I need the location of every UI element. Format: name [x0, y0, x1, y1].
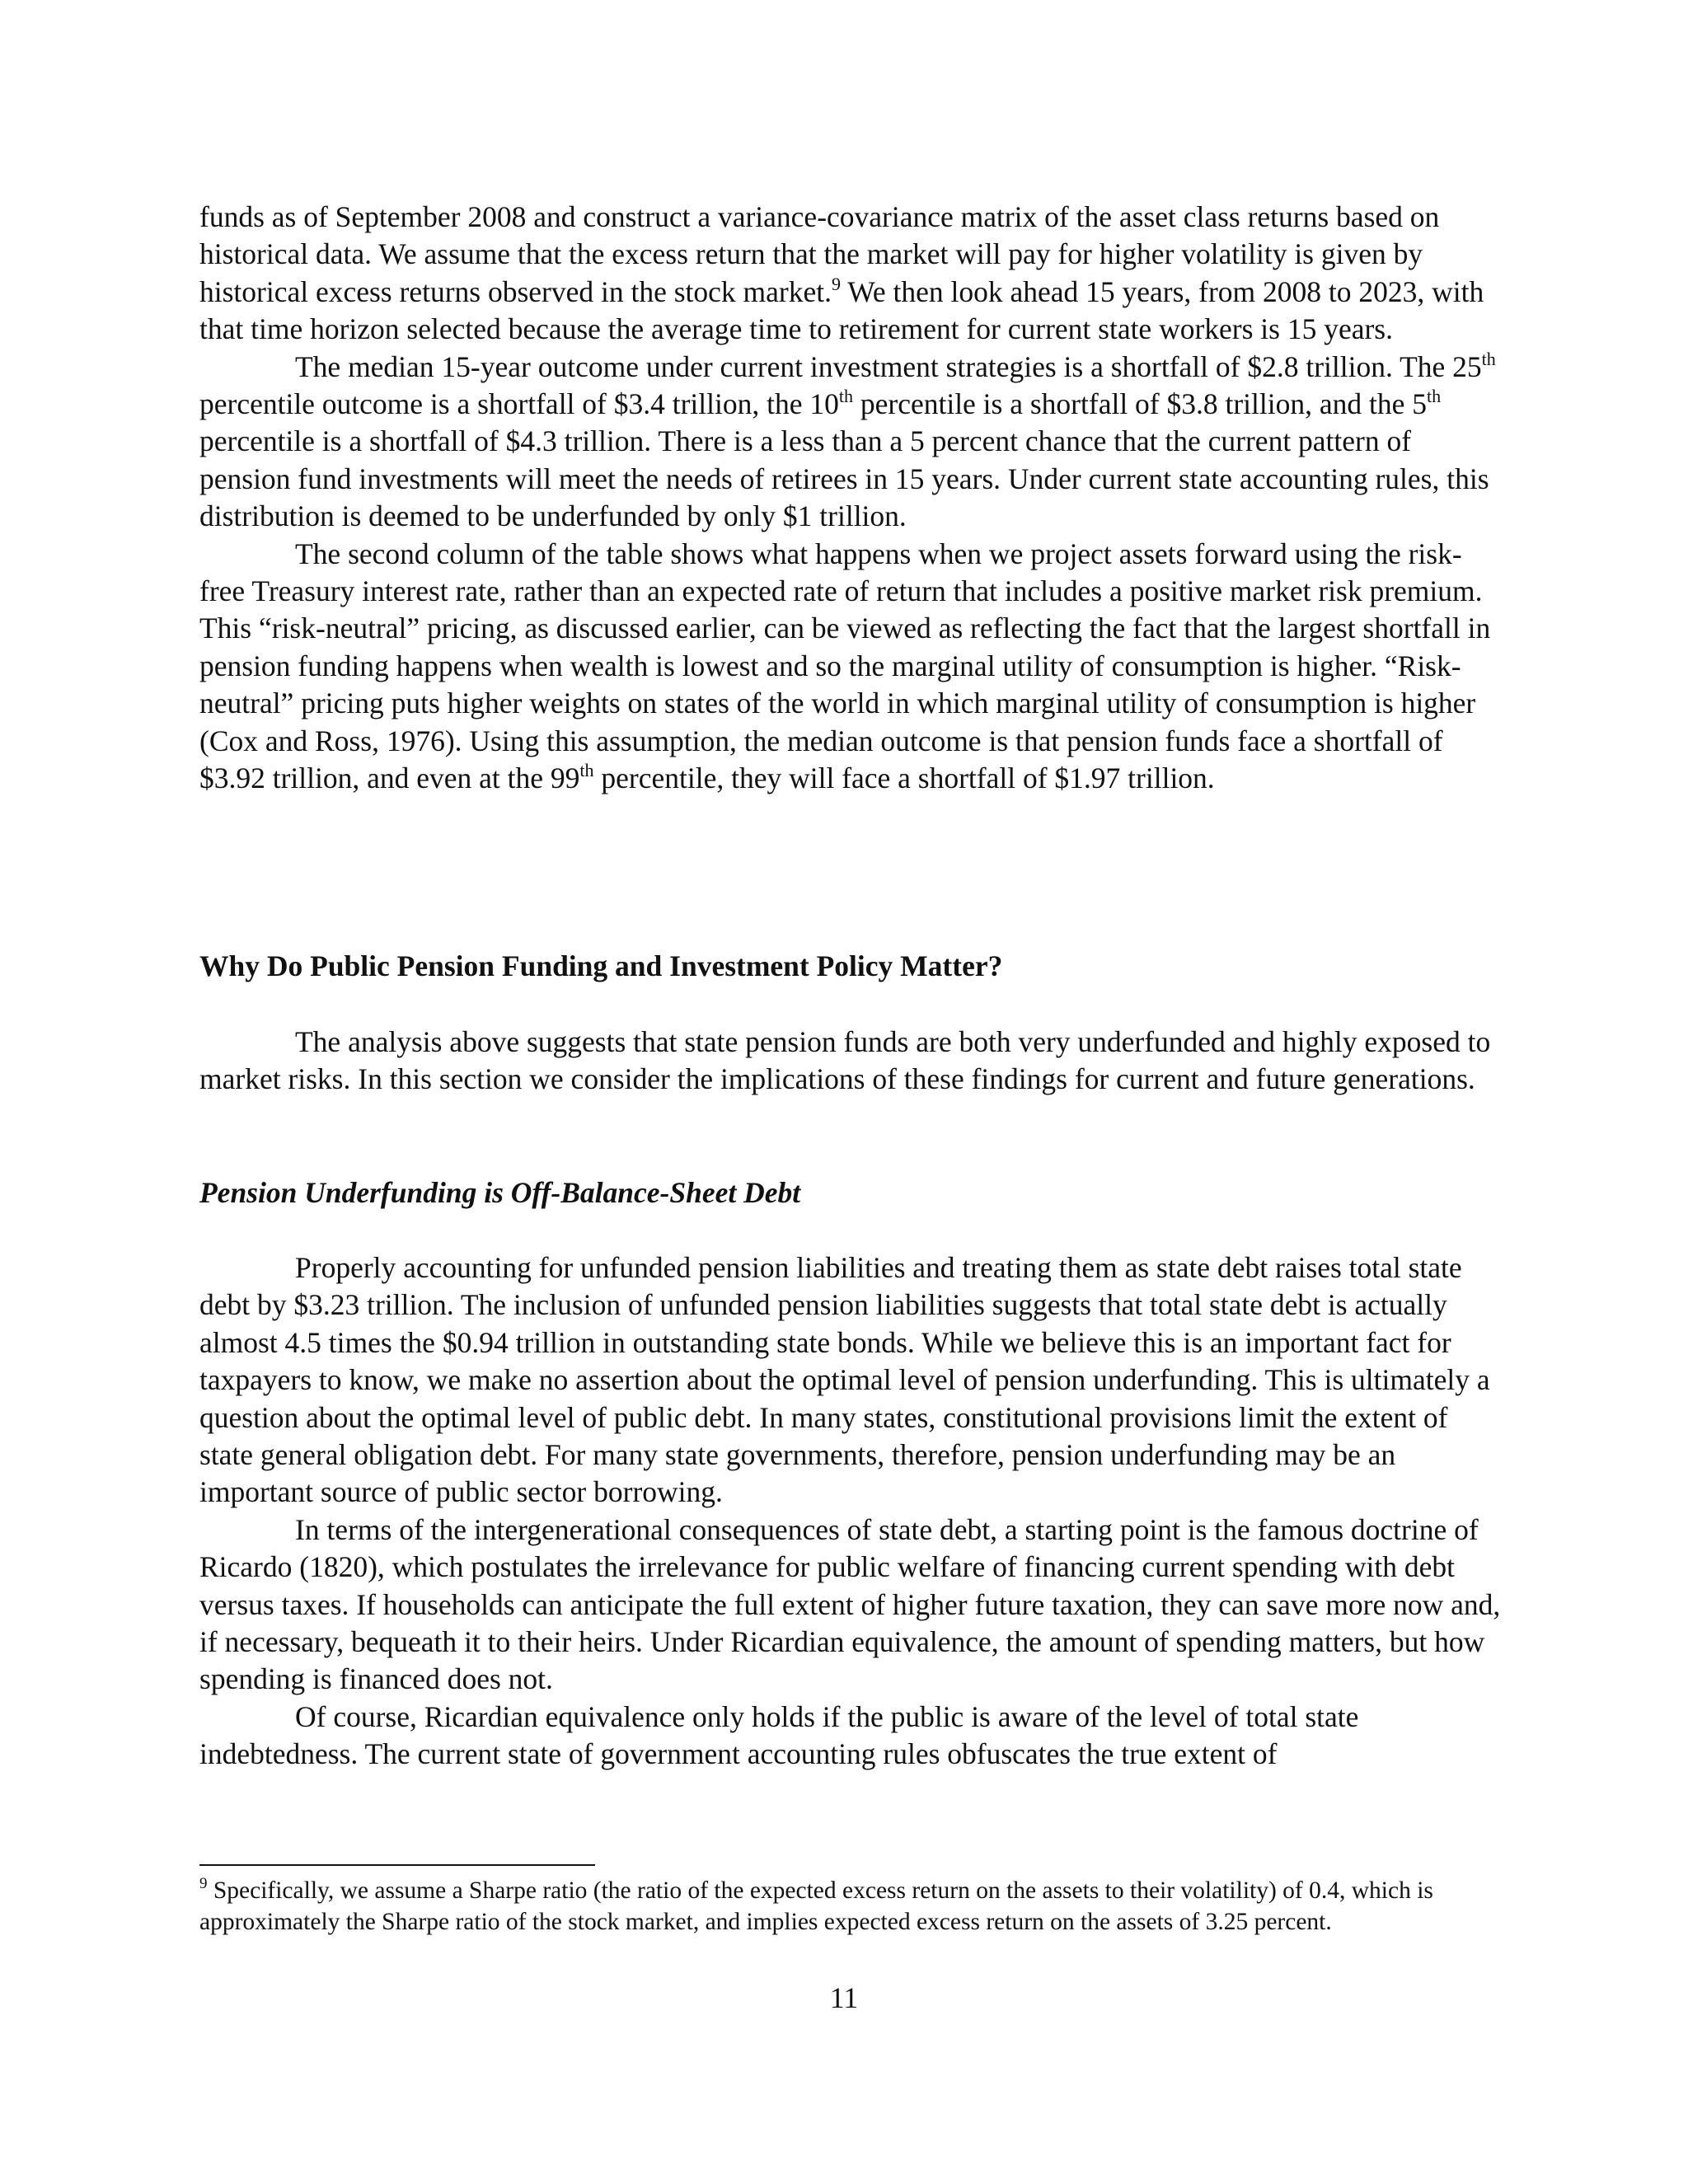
footnote-divider: [199, 1864, 595, 1866]
page-number: 11: [829, 1981, 859, 2014]
body-block-3: [199, 1249, 1502, 1774]
footnote-marker: 9: [831, 273, 841, 294]
paragraph: Of course, Ricardian equivalence only holds if the public is aware of the level of total state indebtedness. The current state of government accounting rules obfuscates the true extent of: [199, 1699, 1359, 1771]
footnote: $^9$ Specifically, we assume a Sharpe ratio (the ratio of the expected excess return on the assets to their volatility) of 0.4, which is approximately the Sharpe ratio of the stock market, and implies expected excess return on the assets of 3.25 percent.: [199, 1875, 1433, 1935]
body-block-2: [199, 1024, 1502, 1099]
paragraph: funds as of September 2008 and construct a variance-covariance matrix of the asset class returns based on historical data. We assume that the excess return that the market will pay for higher volatility is given by historical excess returns observed in the stock market.$^9$ We then look ahead 15 years, from 2008 to 2023, with that time horizon selected because the average time to retirement for current state workers is 15 years.: [199, 200, 1484, 346]
section-heading: Why Do Public Pension Funding and Investment Policy Matter?: [199, 949, 1003, 982]
paragraph: The analysis above suggests that state pension funds are both very underfunded and highly exposed to market risks. In this section we consider the implications of these findings for current and future generations.: [199, 1025, 1491, 1096]
paragraph: In terms of the intergenerational consequences of state debt, a starting point is the famous doctrine of Ricardo (1820), which postulates the irrelevance for public welfare of financing current spending with debt versus taxes. If households can anticipate the full extent of higher future taxation, they can save more now and, if necessary, bequeath it to their heirs. Under Ricardian equivalence, the amount of spending matters, but how spending is financed does not.: [199, 1512, 1501, 1696]
subsection-heading: Pension Underfunding is Off-Balance-Sheet Debt: [199, 1176, 801, 1209]
paragraph: Properly accounting for unfunded pension liabilities and treating them as state debt raises total state debt by $3.23 trillion. The inclusion of unfunded pension liabilities suggests that total state debt is actually almost 4.5 times the $0.94 trillion in outstanding state bonds. While we believe this is an important fact for taxpayers to know, we make no assertion about the optimal level of pension underfunding. This is ultimately a question about the optimal level of public debt. In many states, constitutional provisions limit the extent of state general obligation debt. For many state governments, therefore, pension underfunding may be an important source of public sector borrowing.: [199, 1251, 1490, 1509]
paragraph: The second column of the table shows what happens when we project assets forward using the risk-free Treasury interest rate, rather than an expected rate of return that includes a positive market risk premium. This “risk-neutral” pricing, as discussed earlier, can be viewed as reflecting the fact that the largest shortfall in pension funding happens when wealth is lowest and so the marginal utility of consumption is higher. “Risk-neutral” pricing puts higher weights on states of the world in which marginal utility of consumption is higher (Cox and Ross, 1976). Using this assumption, the median outcome is that pension funds face a shortfall of $3.92 trillion, and even at the 99th percentile, they will face a shortfall of $1.97 trillion.: [199, 537, 1491, 795]
paragraph: The median 15-year outcome under current investment strategies is a shortfall of $2.8 trillion. The 25th percentile outcome is a shortfall of $3.4 trillion, the 10th percentile is a shortfall of $3.8 trillion, and the 5th percentile is a shortfall of $4.3 trillion. There is a less than a 5 percent chance that the current pattern of pension fund investments will meet the needs of retirees in 15 years. Under current state accounting rules, this distribution is deemed to be underfunded by only $1 trillion.: [199, 348, 1496, 533]
body-block-1: [199, 199, 1502, 798]
footnote-marker: 9: [199, 1875, 208, 1892]
